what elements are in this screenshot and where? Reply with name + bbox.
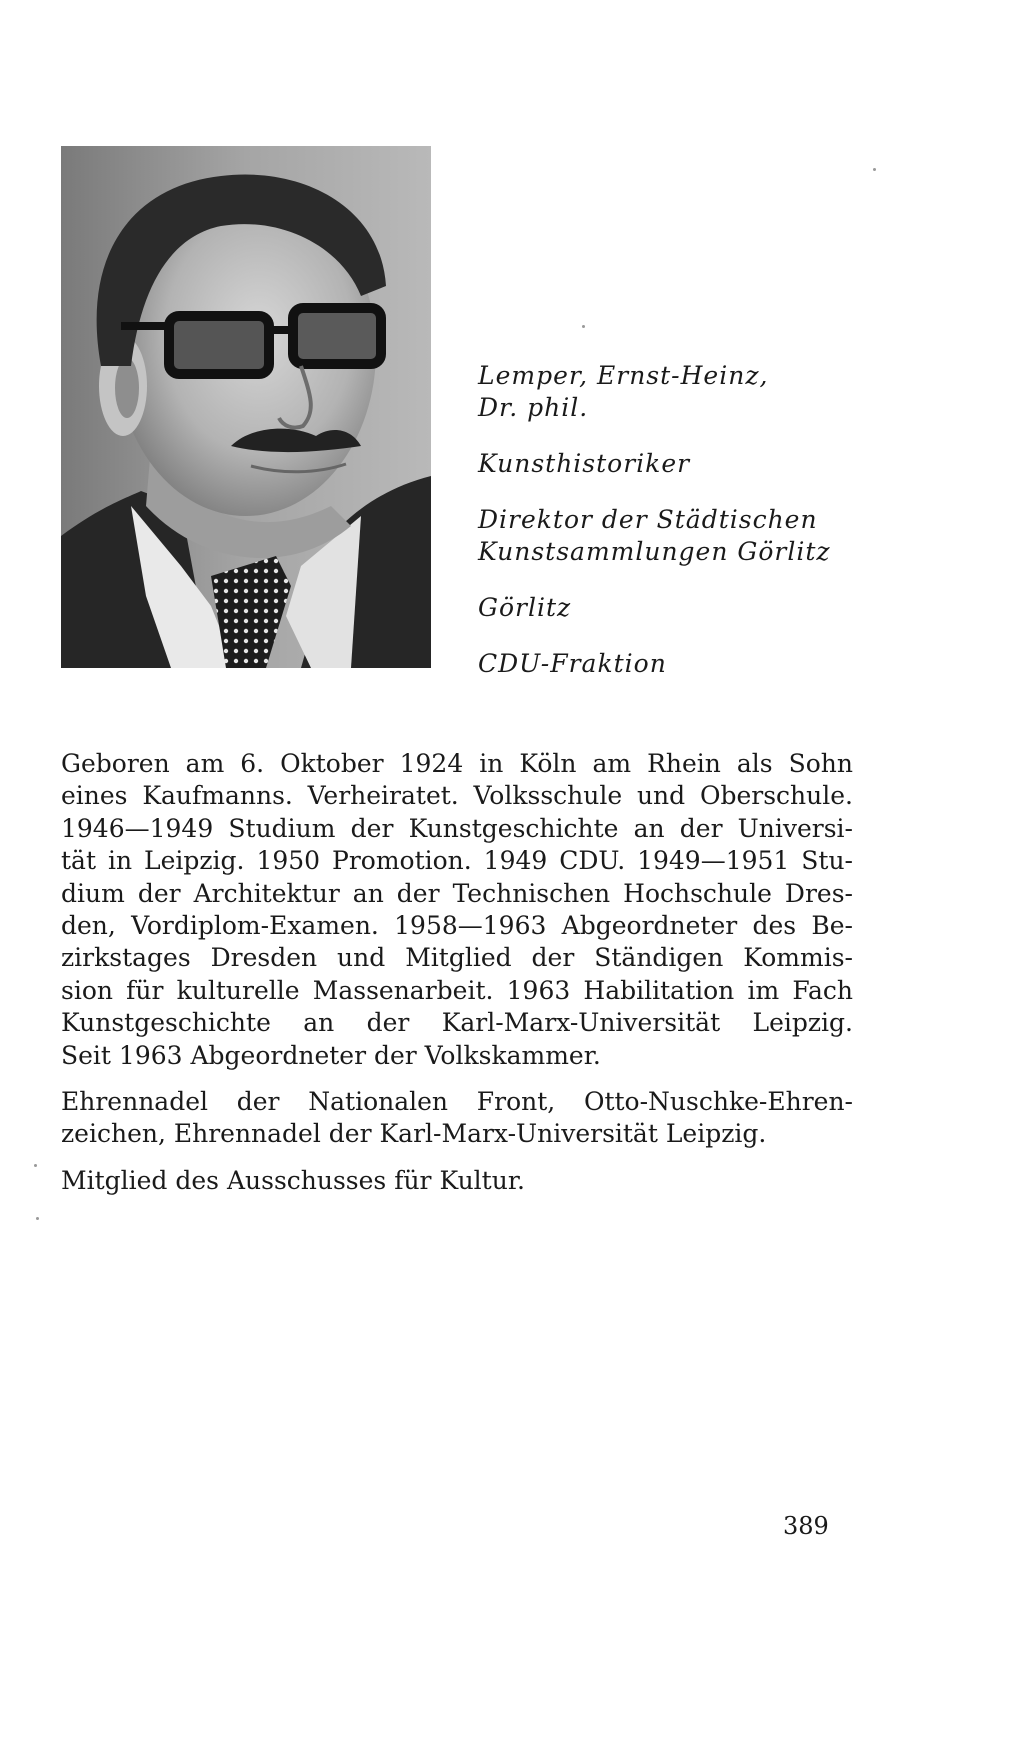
bio-line: den, Vordiplom-Examen. 1958—1963 Abgeordneter des Be- <box>61 911 853 941</box>
bio-line: sion für kulturelle Massenarbeit. 1963 Habilitation im Fach <box>61 975 853 1005</box>
bio-line: Geboren am 6. Oktober 1924 in Köln am Rhein als Sohn <box>61 749 853 778</box>
portrait-illustration <box>61 146 431 668</box>
bio-line: zeichen, Ehrennadel der Karl-Marx-Universität Leipzig. <box>61 1119 767 1149</box>
position-line-2: Kunstsammlungen Görlitz <box>478 537 831 566</box>
scan-speck <box>36 1217 39 1220</box>
bio-line: zirkstages Dresden und Mitglied der Ständigen Kommis- <box>61 943 853 973</box>
person-name: Lemper, Ernst-Heinz, <box>478 361 769 390</box>
bio-line: Ehrennadel der Nationalen Front, Otto-Nuschke-Ehren- <box>61 1087 853 1117</box>
bio-line: Kunstgeschichte an der Karl-Marx-Universität Leipzig. <box>61 1008 853 1038</box>
bio-line: Mitglied des Ausschusses für Kultur. <box>61 1165 525 1195</box>
scan-speck <box>873 168 876 171</box>
scan-speck <box>34 1164 37 1167</box>
residence-city: Görlitz <box>478 593 572 622</box>
bio-line: eines Kaufmanns. Verheiratet. Volksschule und Oberschule. <box>61 781 853 811</box>
position-line-1: Direktor der Städtischen <box>478 505 818 534</box>
biography-paragraph-3 <box>61 1165 853 1197</box>
biography-text <box>61 748 853 1211</box>
biography-paragraph-2 <box>61 1086 853 1151</box>
identity-block <box>478 360 958 680</box>
bio-line: tät in Leipzig. 1950 Promotion. 1949 CDU. 1949—1951 Stu- <box>61 846 853 876</box>
faction: CDU-Fraktion <box>478 649 667 678</box>
bio-line: Seit 1963 Abgeordneter der Volkskammer. <box>61 1040 601 1070</box>
bio-line: dium der Architektur an der Technischen Hochschule Dres- <box>61 878 853 908</box>
biography-paragraph-1 <box>61 748 853 1072</box>
bio-line: 1946—1949 Studium der Kunstgeschichte an der Universi- <box>61 813 853 843</box>
academic-title: Dr. phil. <box>478 393 589 422</box>
portrait-photo <box>61 146 431 668</box>
scan-speck <box>582 325 585 328</box>
profession: Kunsthistoriker <box>478 449 691 478</box>
page-number: 389 <box>783 1512 829 1540</box>
